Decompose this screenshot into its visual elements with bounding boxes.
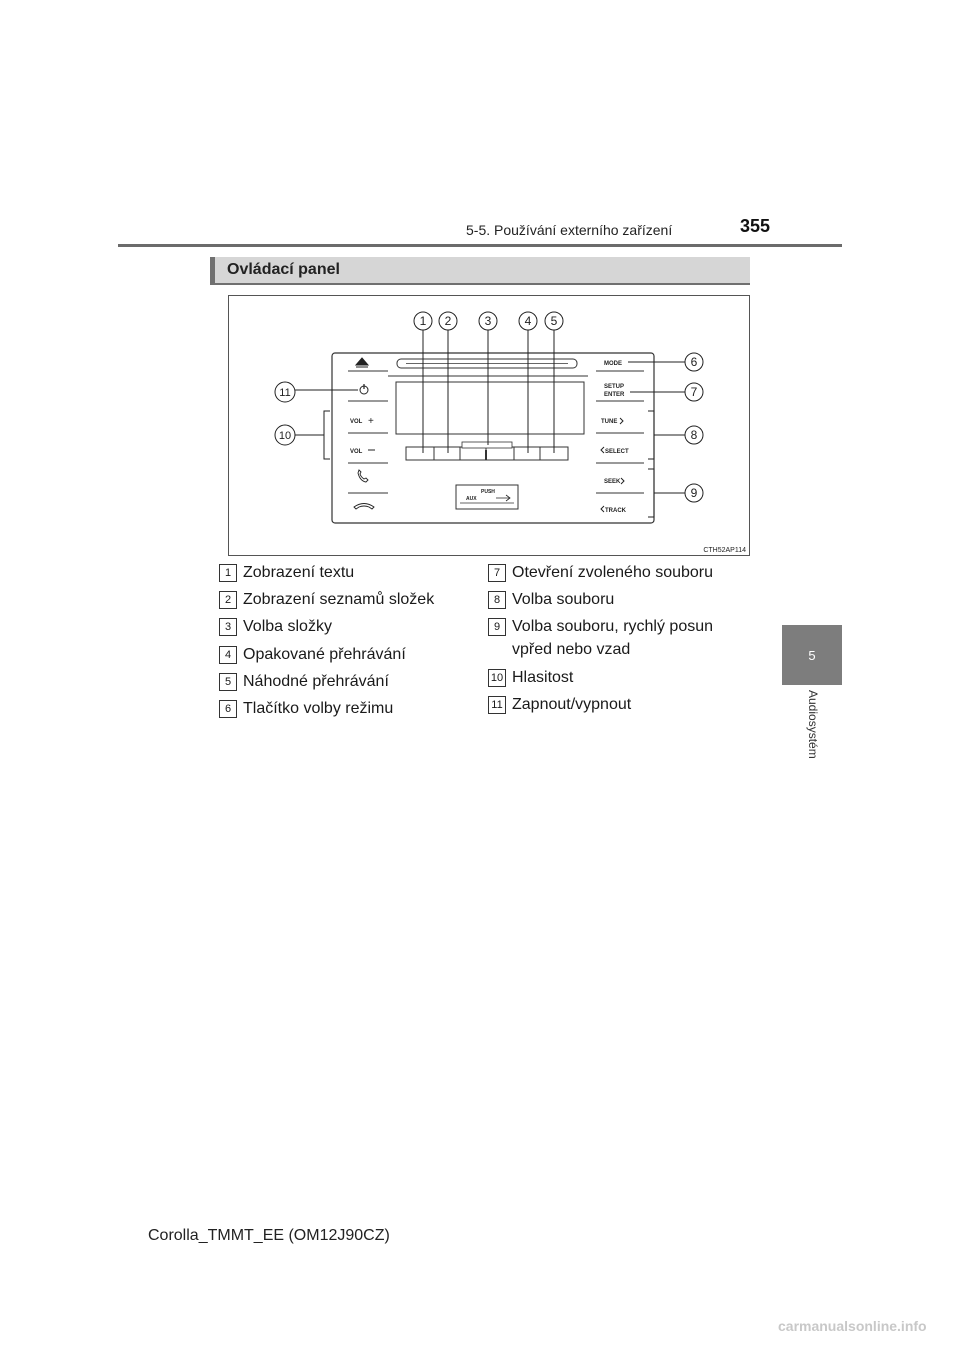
legend-item [488,666,750,689]
legend-text: Tlačítko volby režimu [243,700,394,717]
legend-number: 4 [219,646,237,664]
callout-7: 7 [690,385,698,399]
legend-item [488,588,750,611]
section-header-text: 5-5. Používání externího zařízení [466,222,673,238]
watermark: carmanualsonline.info [778,1318,927,1334]
callout-3: 3 [484,314,492,328]
callout-4: 4 [524,314,532,328]
figure-code: CTH52AP114 [703,547,746,554]
chapter-side-label [782,690,842,790]
callout-10: 10 [278,430,292,442]
section-title-bar [210,257,750,283]
select-button-label: SELECT [605,449,629,455]
chapter-label: Audiosystém [806,690,820,759]
track-button-label: TRACK [605,508,626,514]
legend-text: Otevření zvoleného souboru [512,564,714,581]
aux-label: AUX [466,496,477,502]
enter-button-label: ENTER [604,392,625,398]
display-screen [396,382,584,434]
legend-item [219,670,459,693]
vol-up-label: VOL [350,419,363,425]
legend-text: Volba souboru [512,591,615,608]
legend-item [219,697,459,720]
chapter-tab [782,625,842,685]
legend-text: Volba složky [243,618,332,635]
setup-button-label: SETUP [604,384,625,390]
legend-text: Hlasitost [512,669,574,686]
footer-text: Corolla_TMMT_EE (OM12J90CZ) [148,1227,390,1244]
legend-number: 8 [488,591,506,609]
legend-number: 1 [219,564,237,582]
seek-button-label: SEEK [604,479,621,485]
legend-number: 9 [488,618,506,636]
section-title: Ovládací panel [227,261,340,278]
legend-item [488,693,750,716]
legend-item [488,615,750,661]
header-rule [118,244,842,247]
legend-text: Zobrazení textu [243,564,355,581]
push-label: PUSH [481,489,495,495]
callout-2: 2 [444,314,452,328]
callout-5: 5 [550,314,558,328]
legend-number: 6 [219,700,237,718]
legend-number: 3 [219,618,237,636]
legend-number: 10 [488,669,506,687]
vol-down-label: VOL [350,449,363,455]
legend-text: Zapnout/vypnout [512,696,632,713]
callout-1: 1 [419,314,427,328]
control-panel-diagram [228,295,750,556]
callout-8: 8 [690,428,698,442]
control-panel-figure [228,295,750,556]
callout-9: 9 [690,486,698,500]
legend-number: 7 [488,564,506,582]
plus-icon: + [368,416,374,427]
callout-11: 11 [279,387,291,399]
chapter-number: 5 [808,647,816,663]
section-title-underline [210,283,750,285]
mode-button-label: MODE [604,361,622,367]
legend-text: Zobrazení seznamů složek [243,591,435,608]
legend-text: Náhodné přehrávání [243,673,389,690]
legend-item [219,561,459,584]
callout-6: 6 [690,355,698,369]
legend-text: Volba souboru, rychlý posun vpřed nebo vzad [512,618,714,658]
legend-text: Opakované přehrávání [243,646,406,663]
legend-number: 11 [488,696,506,714]
legend-item [219,588,459,611]
folder-button-frame [462,442,512,448]
tune-button-label: TUNE [601,419,618,425]
legend-item [488,561,750,584]
legend-number: 5 [219,673,237,691]
legend-item [219,643,459,666]
legend-item [219,615,459,638]
legend-number: 2 [219,591,237,609]
page-number: 355 [740,216,771,236]
